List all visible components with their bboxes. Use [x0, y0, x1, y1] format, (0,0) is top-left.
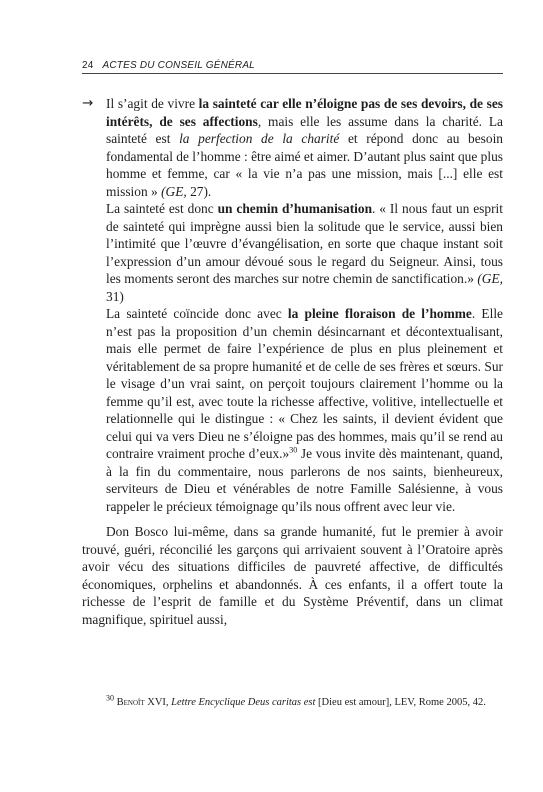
page-number: 24: [82, 60, 94, 71]
p1-text-e: 27).: [186, 183, 212, 199]
footnote-author: Benoît XVI,: [116, 697, 169, 708]
footnote: [82, 693, 503, 710]
p1-bold: la sainteté car elle n’éloigne pas de ses devoirs, de ses intérêts, de ses affections: [106, 96, 503, 129]
p1-text-d: et répond donc au besoin fondamental de l’homme : être aimé et aimer. D’autant plus saint que plus homme et femme, car « la vie n’a pas une mission, mais [...] elle est mission »: [106, 131, 503, 199]
p2-text-a: La sainteté est donc: [106, 201, 218, 216]
p3-bold: la pleine floraison de l’homme: [287, 306, 472, 321]
footnote-number: 30: [106, 693, 114, 703]
paragraph-2: [106, 200, 503, 305]
p1-citation: (GE,: [161, 183, 187, 199]
footnote-title: Lettre Encyclique Deus caritas est: [171, 697, 316, 708]
p2-citation: (GE,: [477, 271, 503, 286]
footnote-rest: [Dieu est amour], LEV, Rome 2005, 42.: [315, 697, 486, 708]
p3-text-d: Je vous invite dès maintenant, quand, à la fin du commentaire, nous parlerons de nos saints, bienheureux, serviteurs de Dieu et vénérables de notre Famille Salésienne, à vous rappeler le précieux témoignage qu’ils nous offrent avec leur vie.: [106, 446, 503, 514]
page-body: [82, 95, 503, 628]
footnote-ref[interactable]: 30: [289, 445, 298, 455]
arrow-icon: →: [82, 96, 94, 111]
footnote-text: [82, 693, 503, 710]
p3-text-c: . Elle n’est pas la proposition d’un chemin désincarnant et décontextualisant, mais elle permet de faire l’expérience de plus en plus pleinement et véritablement de sa propre humanité et de celle de ses frères et sœurs. Sur le visage d’un vrai saint, on perçoit toujours clairement l’homme ou la femme qu’il est, avec toute la richesse affective, volitive, intellectuelle et relationnelle qui le distingue : « Chez les saints, il devient évident que celui qui va vers Dieu ne s’éloigne pas des hommes, mais qu’il se rend au contraire vraiment proche d’eux.»: [106, 306, 503, 461]
paragraph-4: Don Bosco lui-même, dans sa grande humanité, fut le premier à avoir trouvé, guéri, réconcilié les garçons qui arrivaient souvent à l’Oratoire après avoir vécu des situations difficiles de pauvreté affective, de difficultés économiques, orphelins et abandonnés. À ces enfants, il a offert toute la richesse de l’esprit de famille et du Système Préventif, dans un climat magnifique, spirituel aussi,: [82, 524, 503, 627]
indented-block: [82, 95, 503, 515]
p1-text-c: , mais elle les assume dans la charité. La sainteté est: [106, 113, 503, 146]
paragraph-1: [106, 95, 503, 200]
p1-text-a: Il s’agit de vivre: [106, 96, 199, 111]
paragraph-3: [106, 305, 503, 515]
running-title: ACTES DU CONSEIL GÉNÉRAL: [102, 60, 255, 71]
p2-text-c: . « Il nous faut un esprit de sainteté qui imprègne aussi bien la solitude que le service, aussi bien l’intimité que l’œuvre d’évangélisation, en sorte que chaque instant soit l’expression d’un amour dévoué sous le regard du Seigneur. Ainsi, tous les moments seront des marches sur notre chemin de sanctification.»: [106, 201, 503, 286]
p1-italic: la perfection de la charité: [179, 131, 340, 146]
p2-text-d: 31): [106, 288, 124, 304]
p3-text-a: La sainteté coïncide donc avec: [106, 306, 288, 321]
running-header: [82, 60, 503, 74]
p2-bold: un chemin d’humanisation: [217, 201, 373, 216]
